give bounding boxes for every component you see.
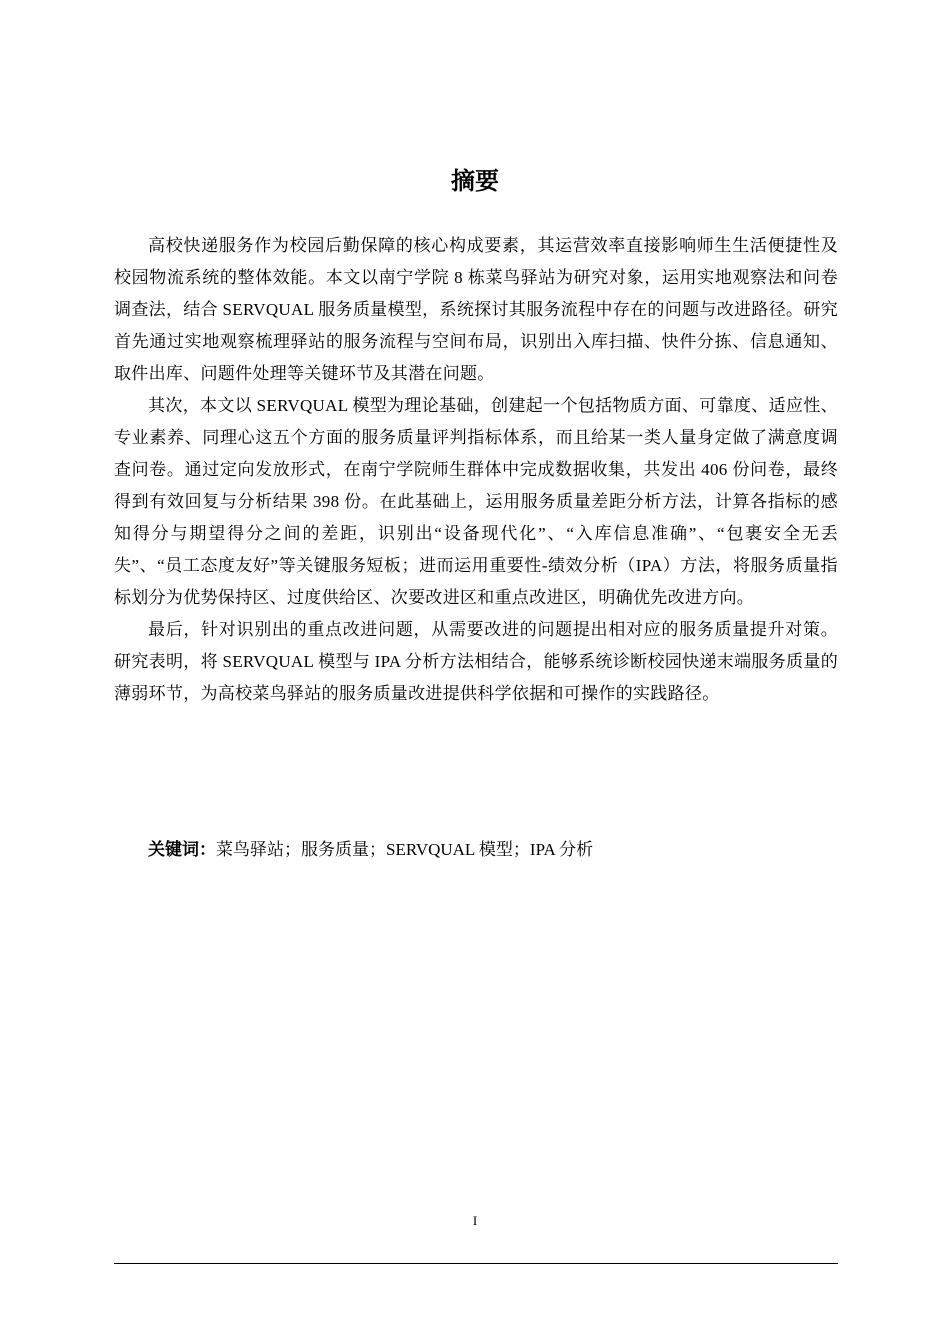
keywords-text: 菜鸟驿站；服务质量；SERVQUAL 模型；IPA 分析 xyxy=(216,840,594,859)
keywords-line xyxy=(148,834,848,866)
abstract-body xyxy=(114,230,838,710)
page-number: I xyxy=(472,1213,478,1228)
page-title: 摘要 xyxy=(451,168,499,195)
footer-divider xyxy=(114,1263,838,1264)
abstract-paragraph-1: 高校快递服务作为校园后勤保障的核心构成要素，其运营效率直接影响师生生活便捷性及校园物流系统的整体效能。本文以南宁学院 8 栋菜鸟驿站为研究对象，运用实地观察法和问卷调查法，结合 SERVQUAL 服务质量模型，系统探讨其服务流程中存在的问题与改进路径。研究首先通过实地观察梳理驿站的服务流程与空间布局，识别出入库扫描、快件分拣、信息通知、取件出库、问题件处理等关键环节及其潜在问题。 xyxy=(114,236,838,383)
abstract-paragraph-3: 最后，针对识别出的重点改进问题，从需要改进的问题提出相对应的服务质量提升对策。研究表明，将 SERVQUAL 模型与 IPA 分析方法相结合，能够系统诊断校园快递末端服务质量的薄弱环节，为高校菜鸟驿站的服务质量改进提供科学依据和可操作的实践路径。 xyxy=(114,620,838,703)
abstract-paragraph-2: 其次，本文以 SERVQUAL 模型为理论基础，创建起一个包括物质方面、可靠度、适应性、专业素养、同理心这五个方面的服务质量评判指标体系，而且给某一类人量身定做了满意度调查问卷。通过定向发放形式，在南宁学院师生群体中完成数据收集，共发出 406 份问卷，最终得到有效回复与分析结果 398 份。在此基础上，运用服务质量差距分析方法，计算各指标的感知得分与期望得分之间的差距，识别出“设备现代化”、“入库信息准确”、“包裹安全无丢失”、“员工态度友好”等关键服务短板；进而运用重要性-绩效分析（IPA）方法，将服务质量指标划分为优势保持区、过度供给区、次要改进区和重点改进区，明确优先改进方向。 xyxy=(114,396,838,607)
keywords-label: 关键词： xyxy=(148,840,216,859)
